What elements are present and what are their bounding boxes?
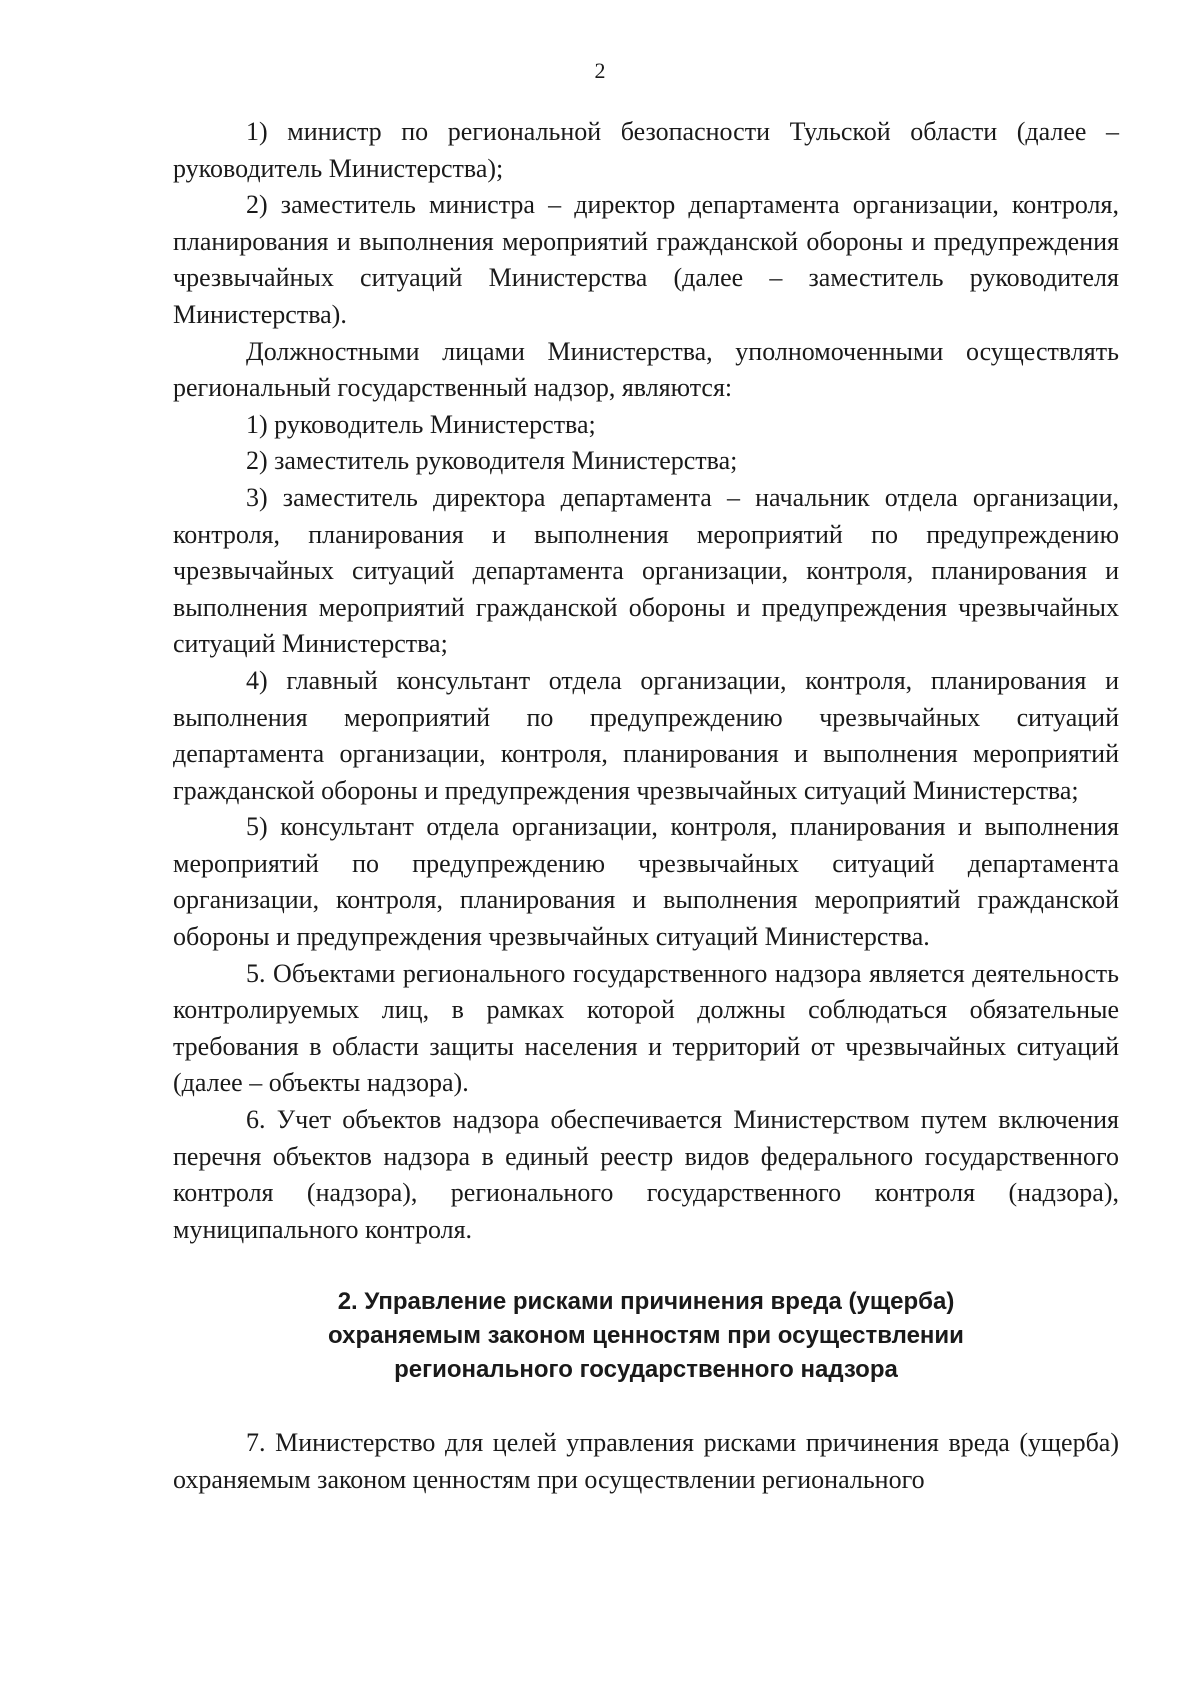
- section-heading-line: регионального государственного надзора: [394, 1356, 898, 1384]
- section-heading: [173, 1285, 1119, 1387]
- list-item-head: 1) руководитель Министерства;: [246, 409, 596, 439]
- paragraph-item-7: 7. Министерство для целей управления рисками причинения вреда (ущерба) охраняемым законом ценностям при осуществлении регионального: [173, 1428, 1119, 1494]
- section-heading-line: охраняемым законом ценностям при осуществлении: [328, 1322, 964, 1350]
- document-body: [173, 114, 1119, 1499]
- list-item-deputy-head: 2) заместитель руководителя Министерства;: [246, 446, 738, 476]
- paragraph-officials-intro: Должностными лицами Министерства, уполномоченными осуществлять региональный государственный надзор, являются:: [173, 336, 1119, 403]
- list-item-chief-consultant: 4) главный консультант отдела организации, контроля, планирования и выполнения мероприятий по предупреждению чрезвычайных ситуаций департамента организации, контроля, планирования и выполнения мероприятий гражданской обороны и предупреждения чрезвычайных ситуаций Министерства;: [173, 665, 1119, 805]
- paragraph-deputy-minister: 2) заместитель министра – директор департамента организации, контроля, планирования и выполнения мероприятий гражданской обороны и предупреждения чрезвычайных ситуаций Министерства (далее – заместитель руководителя Министерства).: [173, 190, 1119, 329]
- page-number: 2: [594, 58, 606, 83]
- list-item-consultant: 5) консультант отдела организации, контроля, планирования и выполнения мероприятий по предупреждению чрезвычайных ситуаций департамента организации, контроля, планирования и выполнения мероприятий гражданской обороны и предупреждения чрезвычайных ситуаций Министерства.: [173, 812, 1119, 952]
- list-item-deputy-director: 3) заместитель директора департамента – начальник отдела организации, контроля, планирования и выполнения мероприятий по предупреждению чрезвычайных ситуаций департамента организации, контроля, планирования и выполнения мероприятий гражданской обороны и предупреждения чрезвычайных ситуаций Министерства;: [173, 482, 1119, 659]
- paragraph-minister: 1) министр по региональной безопасности Тульской области (далее – руководитель Министерства);: [173, 117, 1119, 183]
- section-heading-line: 2. Управление рисками причинения вреда (ущерба): [337, 1288, 955, 1316]
- paragraph-item-5: 5. Объектами регионального государственного надзора является деятельность контролируемых лиц, в рамках которой должны соблюдаться обязательные требования в области защиты населения и территорий от чрезвычайных ситуаций (далее – объекты надзора).: [173, 958, 1119, 1098]
- paragraph-item-6: 6. Учет объектов надзора обеспечивается Министерством путем включения перечня объектов надзора в единый реестр видов федерального государственного контроля (надзора), регионального государственного контроля (надзора), муниципального контроля.: [173, 1105, 1119, 1244]
